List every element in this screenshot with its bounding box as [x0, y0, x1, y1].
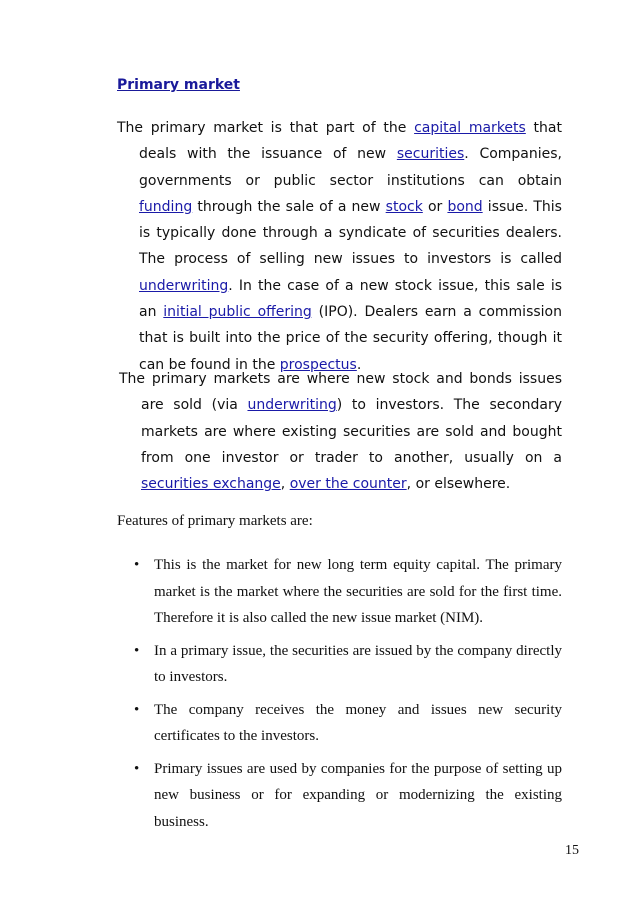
link-bond[interactable]: bond [447, 198, 483, 215]
text-run: , or elsewhere. [406, 476, 511, 493]
list-item [132, 552, 562, 632]
text-run: issue. This is typically done through a syndicate of securities dealers. The process of selling new issues to investors is called [139, 198, 562, 268]
list-item [132, 638, 562, 691]
page-number: 15 [565, 843, 579, 858]
link-securities-exchange[interactable]: securities exchange [141, 476, 281, 493]
list-item [132, 697, 562, 750]
text-run: through the sale of a new [192, 198, 386, 215]
list-item-text: The company receives the money and issues new security certificates to the investors. [154, 701, 562, 744]
list-item [132, 756, 562, 836]
link-over-the-counter[interactable]: over the counter [289, 476, 407, 493]
paragraph-primary-market-definition [117, 115, 562, 378]
text-run: . [356, 356, 362, 373]
link-capital-markets[interactable]: capital markets [414, 120, 526, 136]
list-item-text: This is the market for new long term equity capital. The primary market is the market where the securities are sold for the first time. Therefore it is also called the new issue market (NIM). [154, 557, 562, 626]
features-list [132, 552, 562, 835]
bullet-icon: • [134, 760, 140, 777]
link-prospectus[interactable]: prospectus [279, 356, 357, 373]
link-underwriting-2[interactable]: underwriting [247, 397, 337, 414]
text-run: . In the case of a new stock issue, this sale is an [139, 277, 562, 321]
list-item-text: In a primary issue, the securities are issued by the company directly to investors. [154, 642, 562, 685]
features-intro: Features of primary markets are: [117, 513, 313, 529]
text-run: (IPO). Dealers earn a commission that is built into the price of the security offering, though it can be found in the [139, 304, 562, 373]
text-run: or [422, 198, 448, 215]
link-funding[interactable]: funding [139, 198, 193, 215]
text-run: . Companies, governments or public sector institutions can obtain [139, 146, 563, 189]
bullet-icon: • [134, 701, 140, 718]
text-run: , [280, 476, 290, 493]
link-stock[interactable]: stock [385, 198, 423, 215]
text-run: ) to investors. The secondary markets are where existing securities are sold and bought from one investor or trader to another, usually on a [141, 397, 562, 466]
paragraph-primary-vs-secondary [119, 366, 562, 497]
link-initial-public-offering[interactable]: initial public offering [163, 304, 312, 321]
text-run: The primary market is that part of the [117, 120, 415, 136]
section-heading: Primary market [117, 77, 240, 93]
text-run: that deals with the issuance of new [139, 120, 562, 163]
bullet-icon: • [134, 642, 140, 659]
text-run: The primary markets are where new stock and bonds issues are sold (via [119, 371, 562, 414]
list-item-text: Primary issues are used by companies for the purpose of setting up new business or for expanding or modernizing the existing business. [154, 760, 562, 830]
link-securities[interactable]: securities [396, 146, 465, 163]
bullet-icon: • [134, 557, 140, 573]
link-underwriting[interactable]: underwriting [139, 277, 229, 294]
